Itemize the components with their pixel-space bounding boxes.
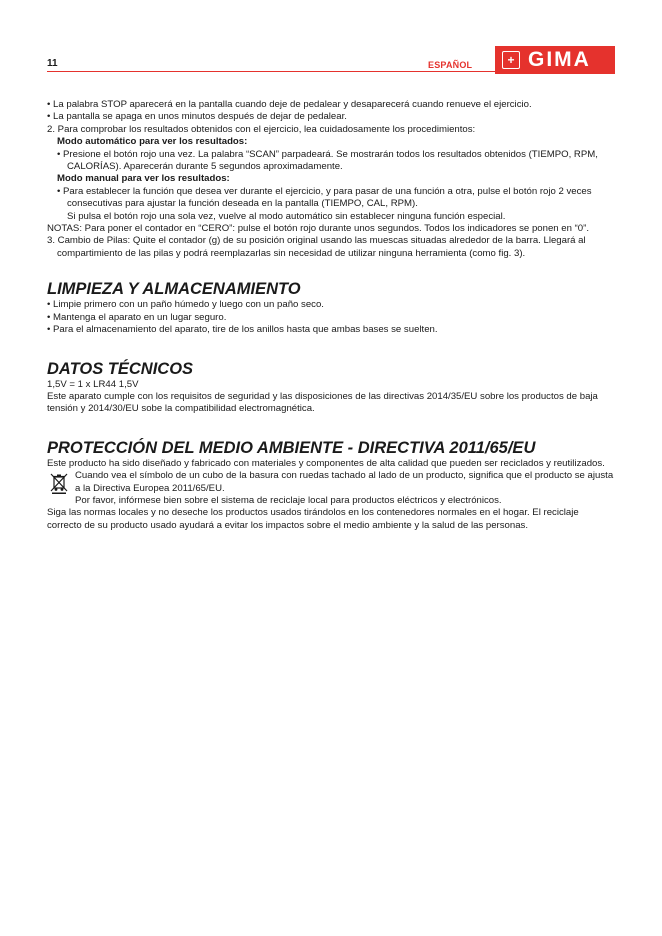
cleaning-item: • Mantenga el aparato en un lugar seguro. xyxy=(47,311,227,323)
logo-text: GIMA xyxy=(528,48,591,71)
weee-recycling-info: Por favor, infórmese bien sobre el sistema de reciclaje local para productos eléctricos y electrónicos. xyxy=(75,494,502,506)
language-label: ESPAÑOL xyxy=(428,60,473,70)
manual-mode-heading: Modo manual para ver los resultados: xyxy=(57,173,230,185)
gima-logo xyxy=(495,46,615,74)
intro-step-3: 3. Cambio de Pilas: Quite el contador (g) de su posición original usando las muescas situadas alrededor de la barra. Llegará al compartimiento de las pilas y podrá reemplazarlas sin necesidad de utilizar ninguna herramienta (como fig. 3). xyxy=(47,235,586,259)
intro-bullet-stop: • La palabra STOP aparecerá en la pantalla cuando deje de pedalear y desaparecerá cuando renueve el ejercicio. xyxy=(47,99,532,110)
compliance-text: Este aparato cumple con los requisitos de seguridad y las disposiciones de las directivas 2014/35/EU sobre los productos de baja tensión y 2014/30/EU sobe la compatibilidad electromagnética. xyxy=(47,390,598,415)
weee-symbol-text: Cuando vea el símbolo de un cubo de la basura con ruedas tachado al lado de un producto, significa que el producto se ajusta a la Directiva Europea 2011/65/EU. xyxy=(75,470,614,494)
auto-mode-heading: Modo automático para ver los resultados: xyxy=(57,136,248,148)
manual-mode-note: Si pulsa el botón rojo una sola vez, vuelve al modo automático sin establecer ninguna función especial. xyxy=(67,210,506,222)
intro-step-2: 2. Para comprobar los resultados obtenidos con el ejercicio, lea cuidadosamente los procedimientos: xyxy=(47,123,476,135)
page-number: 11 xyxy=(47,58,58,69)
auto-mode-bullet: • Presione el botón rojo una vez. La palabra “SCAN” parpadeará. Se mostrarán todos los resultados obtenidos (TIEMPO, RPM, CALORÍAS). Aparecerán durante 5 segundos aproximadamente. xyxy=(57,148,598,173)
logo-emblem-icon: + xyxy=(502,51,520,69)
battery-spec: 1,5V = 1 x LR44 1,5V xyxy=(47,378,139,390)
cleaning-item: • Limpie primero con un paño húmedo y luego con un paño seco. xyxy=(47,299,324,311)
weee-notice xyxy=(47,470,615,507)
intro-bullet-screen-off: • La pantalla se apaga en unos minutos después de dejar de pedalear. xyxy=(47,111,347,123)
crossed-out-wheelie-bin-icon xyxy=(49,472,69,494)
page-header xyxy=(0,0,662,80)
environment-intro: Este producto ha sido diseñado y fabricado con materiales y componentes de alta calidad que pueden ser reciclados y reutilizados. xyxy=(47,457,605,469)
environment-title: PROTECCIÓN DEL MEDIO AMBIENTE - DIRECTIVA 2011/65/EU xyxy=(47,438,536,457)
cleaning-item: • Para el almacenamiento del aparato, tire de los anillos hasta que ambas bases se suelten. xyxy=(47,324,438,336)
environment-closing: Siga las normas locales y no deseche los productos usados tirándolos en los contenedores normales en el hogar. El reciclaje correcto de su producto usado ayudará a evitar los impactos sobre el medio ambiente y la salud de las personas. xyxy=(47,507,579,531)
page-content xyxy=(47,99,615,532)
header-rule xyxy=(47,71,495,72)
technical-title: DATOS TÉCNICOS xyxy=(47,359,194,378)
cleaning-title: LIMPIEZA Y ALMACENAMIENTO xyxy=(47,280,301,299)
notes-reset: NOTAS: Para poner el contador en “CERO”: pulse el botón rojo durante unos segundos. Todos los indicadores se ponen en “0”. xyxy=(47,223,590,235)
manual-mode-bullet: • Para establecer la función que desea ver durante el ejercicio, y para pasar de una función a otra, pulse el botón rojo 2 veces consecutivas para ajustar la función deseada en la pantalla (TIEMPO, CAL, RPM). xyxy=(57,185,592,210)
